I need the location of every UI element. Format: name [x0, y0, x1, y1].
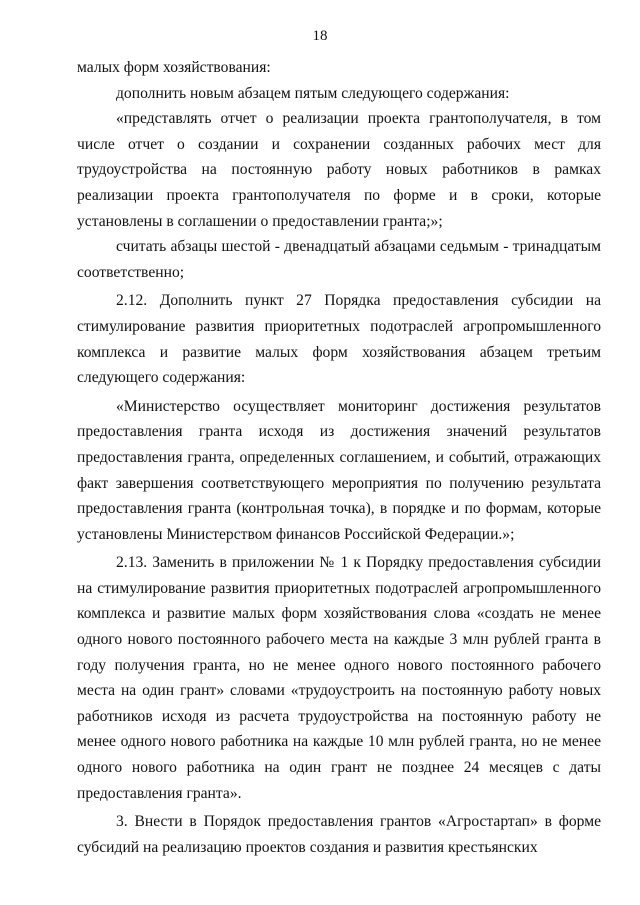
page-number: 18: [312, 28, 328, 44]
paragraph-item-3: 3. Внести в Порядок предоставления грантов «Агростартап» в форме субсидий на реализацию проектов создания и развития крестьянских: [77, 813, 601, 856]
paragraph-renumbering: считать абзацы шестой - двенадцатый абзацами седьмым - тринадцатым соответственно;: [77, 238, 601, 281]
paragraph-quoted-text: «представлять отчет о реализации проекта грантополучателя, в том числе отчет о создании и сохранении созданных рабочих мест для трудоустройства на постоянную работу новых работников в рамках реализации проекта грантополучателя по форме и в сроки, которые установлены в соглашении о предоставлении гранта;»;: [77, 110, 601, 230]
paragraph-item-2-13: 2.13. Заменить в приложении № 1 к Порядку предоставления субсидии на стимулирование развития приоритетных подотраслей агропромышленного комплекса и развитие малых форм хозяйствования слова «создать не менее одного нового постоянного рабочего места на каждые 3 млн рублей гранта в году получения гранта, но не менее одного нового постоянного рабочего места на один грант» словами «трудоустроить на постоянную работу новых работников исходя из расчета трудоустройства на постоянную работу не менее одного нового работника на каждые 10 млн рублей гранта, но не менее одного нового работника на один грант не позднее 24 месяцев с даты предоставления гранта».: [77, 554, 601, 802]
paragraph-monitoring-quote: «Министерство осуществляет мониторинг достижения результатов предоставления гранта исходя из достижения значений результатов предоставления гранта, определенных соглашением, и событий, отражающих факт завершения соответствующего мероприятия по получению результата предоставления гранта (контрольная точка), в порядке и по формам, которые установлены Министерством финансов Российской Федерации.»;: [77, 397, 601, 543]
document-body: [77, 55, 601, 860]
paragraph-amendment-intro: дополнить новым абзацем пятым следующего содержания:: [116, 84, 510, 102]
paragraph-item-2-12: 2.12. Дополнить пункт 27 Порядка предоставления субсидии на стимулирование развития приоритетных подотраслей агропромышленного комплекса и развитие малых форм хозяйствования абзацем третьим следующего содержания:: [77, 292, 601, 387]
paragraph-continuation: малых форм хозяйствования:: [77, 59, 271, 76]
